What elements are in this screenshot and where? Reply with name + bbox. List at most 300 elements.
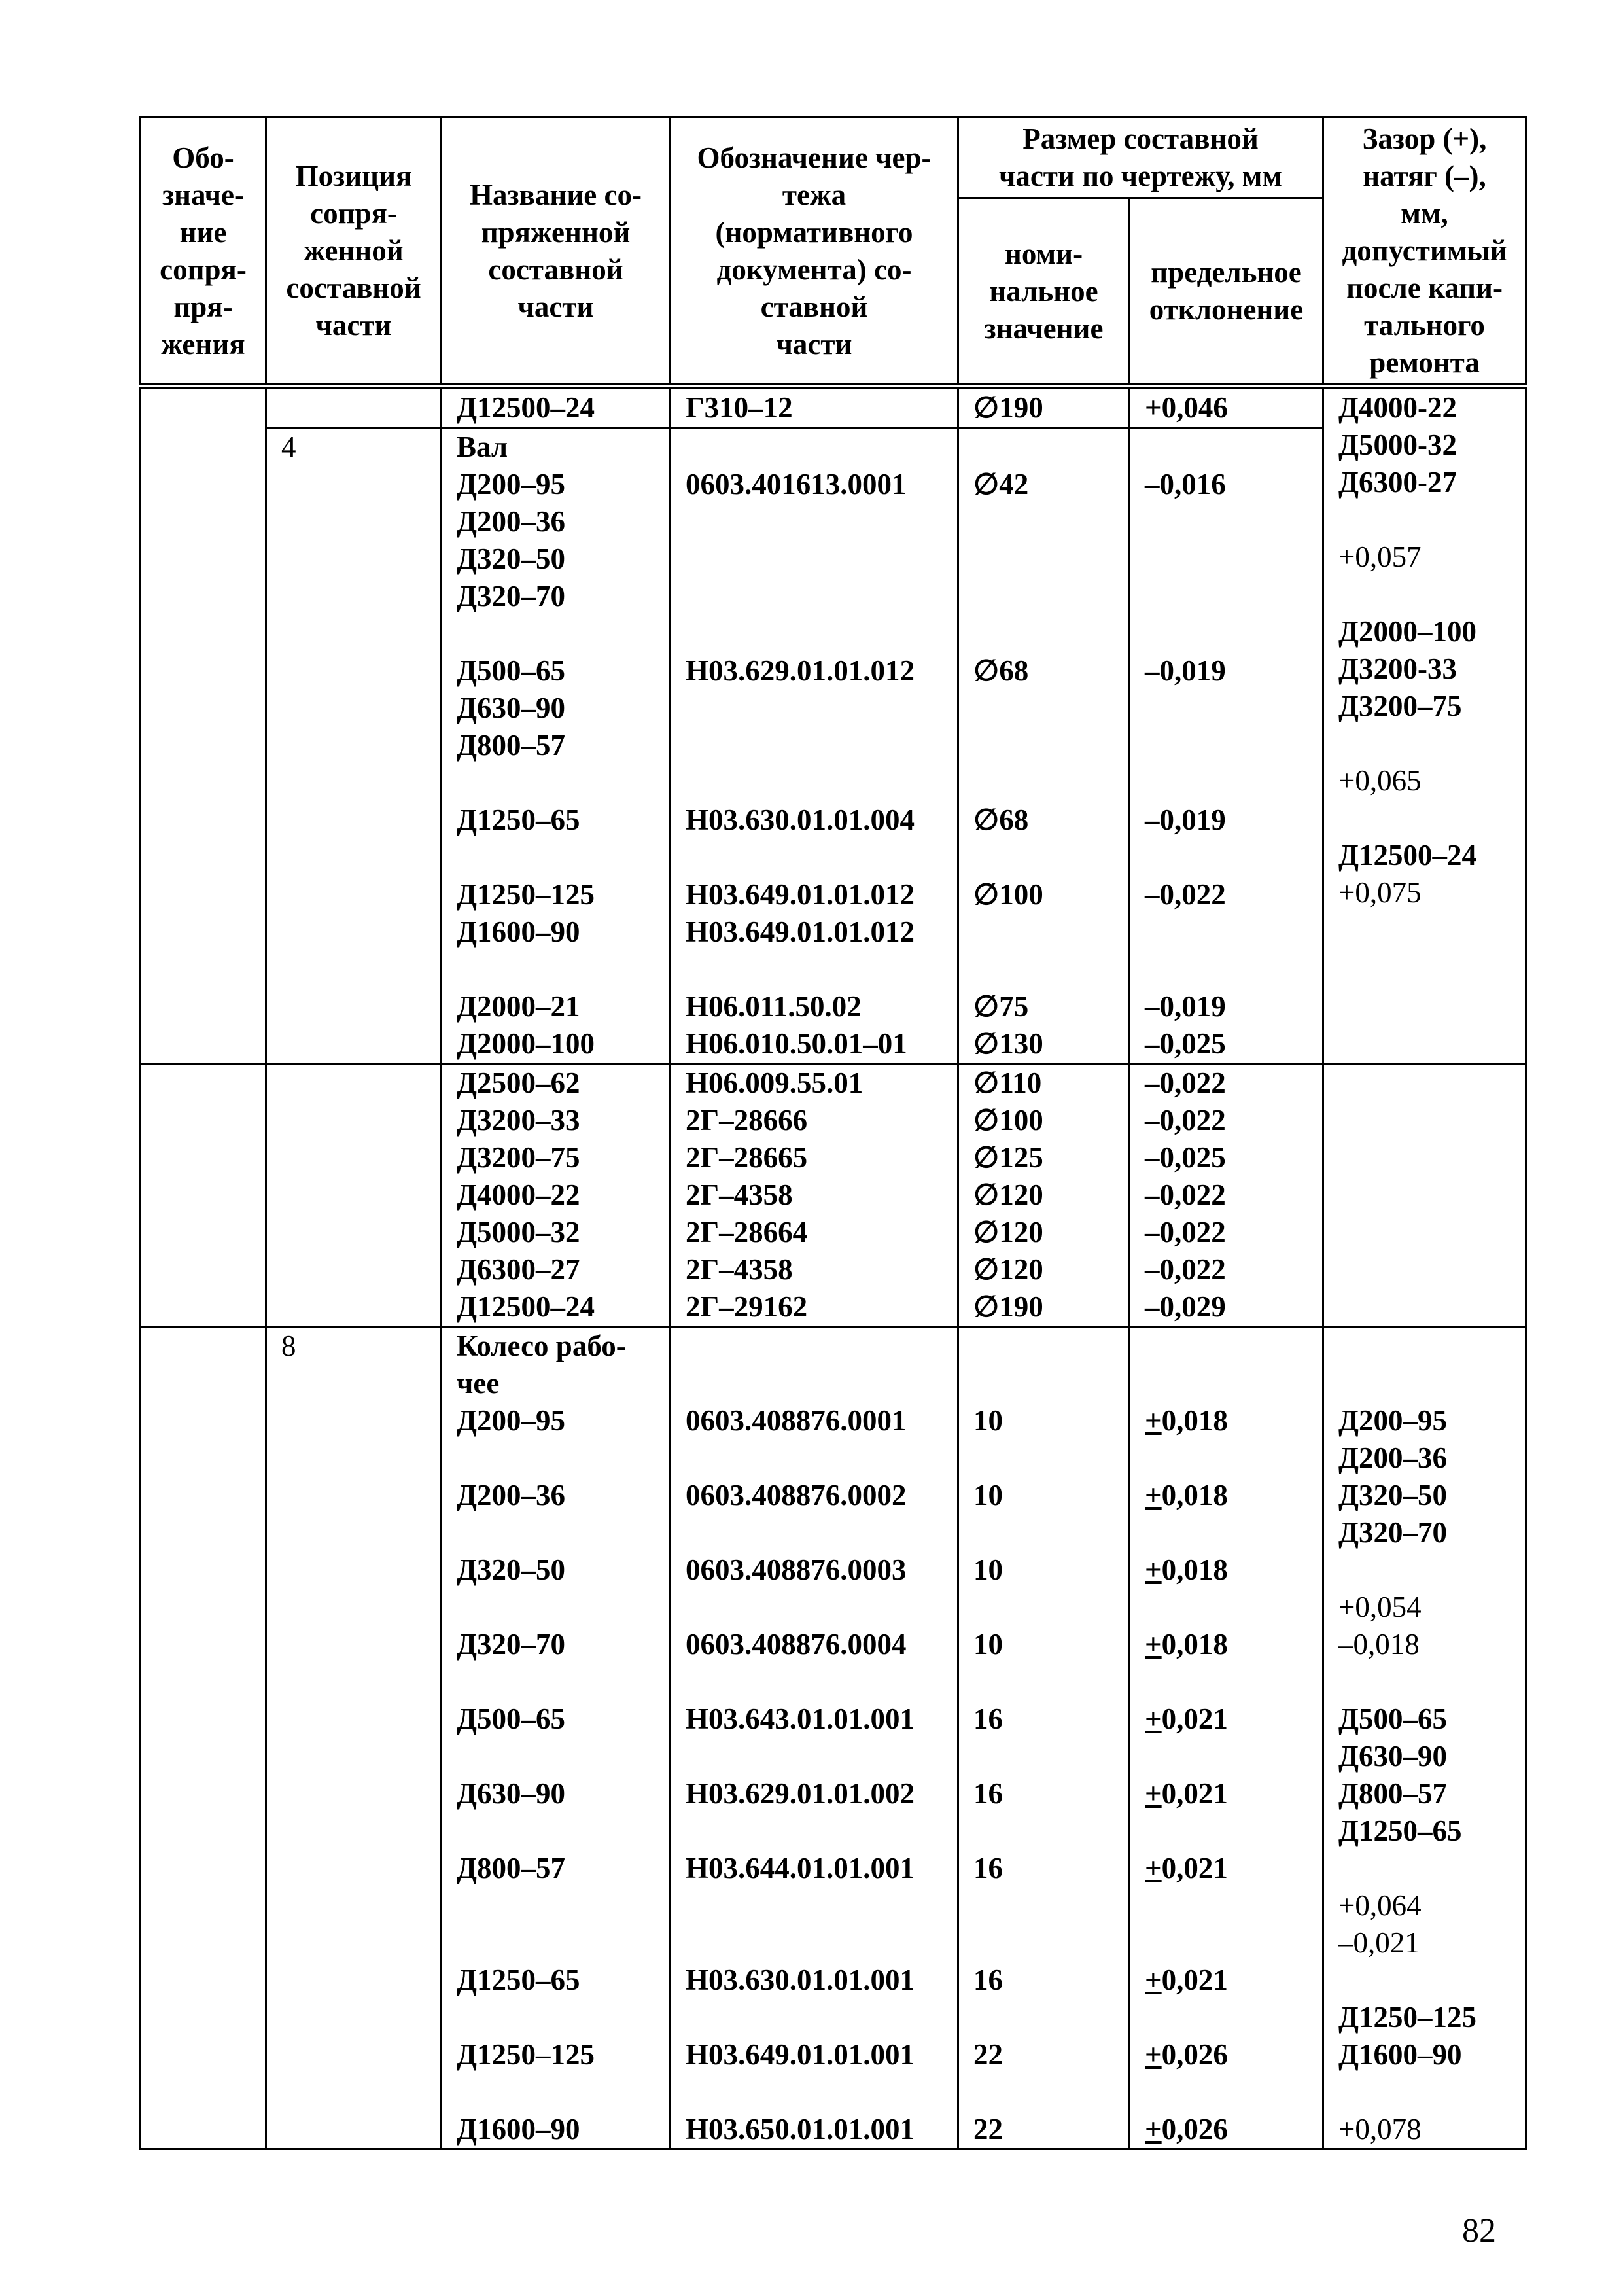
cell-line: Д2000–100 — [457, 1027, 595, 1060]
cell-line: +0,021 — [1145, 1777, 1228, 1810]
cell-line: Д320–50 — [457, 542, 565, 575]
cell-line: номи- — [1004, 237, 1083, 270]
cell-line: 10 — [973, 1479, 1003, 1511]
cell-line: 2Г–29162 — [686, 1290, 808, 1323]
cell-line: Обозначение чер- — [697, 141, 932, 174]
cell-line — [1338, 1551, 1525, 1589]
cell-line — [686, 1663, 957, 1701]
cell-line: Д200–95 — [1338, 1404, 1447, 1437]
cell-line: +0,064 — [1338, 1889, 1422, 1922]
cell-line: +0,026 — [1145, 2038, 1228, 2071]
cell-line: Д3200–75 — [457, 1141, 580, 1174]
cell-line: Д1600–90 — [457, 915, 580, 948]
cell-line: –0,022 — [1145, 1216, 1226, 1248]
cell-line: Д800–57 — [457, 1852, 565, 1884]
cell-line: ∅68 — [973, 654, 1029, 687]
cell-position — [266, 1327, 442, 2149]
cell-line — [686, 1589, 957, 1626]
cell-line — [686, 1924, 957, 1962]
cell-line: 0603.408876.0003 — [686, 1553, 907, 1586]
cell-line — [1338, 1850, 1525, 1887]
cell-line: 16 — [973, 1964, 1003, 1996]
cell-line — [973, 1328, 1128, 1365]
cell-deviation — [1130, 428, 1323, 1064]
cell-nominal — [958, 428, 1130, 1064]
header-position — [266, 118, 442, 387]
cell-line: +0,078 — [1338, 2113, 1422, 2146]
cell-line: (нормативного — [715, 215, 913, 249]
cell-line — [973, 1924, 1128, 1962]
cell-line: Д320–70 — [457, 580, 565, 612]
cell-line — [457, 1589, 669, 1626]
cell-line — [1338, 949, 1525, 986]
cell-line: ∅68 — [973, 804, 1029, 836]
cell-nominal — [958, 387, 1130, 428]
header-clearance — [1323, 118, 1526, 387]
cell-line — [457, 1439, 669, 1477]
cell-line: Д2000–21 — [457, 990, 580, 1023]
cell-line: Д4000–22 — [457, 1178, 580, 1211]
cell-line: Д6300-27 — [1338, 466, 1457, 499]
cell-line: составной — [286, 272, 421, 304]
cell-line — [457, 1887, 669, 1924]
cell-line: 0603.401613.0001 — [686, 468, 907, 501]
cell-line — [973, 578, 1128, 615]
cell-line: Д1250–125 — [457, 2038, 595, 2071]
cell-line: сопря- — [310, 197, 397, 230]
cell-line: ∅120 — [973, 1216, 1043, 1248]
cell-line — [1145, 1439, 1322, 1477]
cell-line: Д800–57 — [1338, 1777, 1447, 1810]
table-row — [141, 1327, 1526, 2149]
cell-line: +0,054 — [1338, 1591, 1422, 1623]
cell-line — [457, 1924, 669, 1962]
cell-line — [1145, 503, 1322, 540]
cell-line: –0,029 — [1145, 1290, 1226, 1323]
cell-line: тежа — [782, 178, 846, 211]
cell-line: +0,018 — [1145, 1404, 1228, 1437]
cell-line — [1145, 690, 1322, 727]
cell-line: Д630–90 — [457, 692, 565, 724]
cell-line: Н03.630.01.01.004 — [686, 804, 915, 836]
cell-line — [973, 615, 1128, 652]
cell-line — [1338, 1663, 1525, 1701]
cell-line: Колесо рабо- — [457, 1330, 626, 1362]
header-part-name — [442, 118, 671, 387]
cell-line: Название со- — [470, 178, 642, 211]
conjugation-table — [139, 116, 1527, 2150]
cell-line: Н03.643.01.01.001 — [686, 1703, 915, 1735]
cell-clearance — [1323, 1327, 1526, 2149]
cell-line: Д320–70 — [1338, 1516, 1447, 1549]
cell-line — [686, 1365, 957, 1402]
cell-line: Д3200–33 — [457, 1104, 580, 1137]
cell-line: Д630–90 — [457, 1777, 565, 1810]
cell-line: Д200–95 — [457, 1404, 565, 1437]
cell-line — [1338, 1962, 1525, 1999]
cell-line — [686, 1514, 957, 1551]
cell-deviation — [1130, 1064, 1323, 1327]
cell-line: допустимый — [1342, 234, 1507, 267]
cell-line — [1145, 1887, 1322, 1924]
cell-line — [1338, 1328, 1525, 1365]
cell-line: 0603.408876.0002 — [686, 1479, 907, 1511]
header-deviation — [1130, 198, 1323, 387]
cell-line: 22 — [973, 2113, 1003, 2146]
cell-line: +0,065 — [1338, 764, 1422, 797]
cell-line — [1145, 1738, 1322, 1775]
cell-line: –0,022 — [1145, 1178, 1226, 1211]
cell-line: нальное — [989, 274, 1098, 308]
cell-line: 8 — [281, 1330, 296, 1362]
cell-line: ∅100 — [973, 878, 1043, 911]
cell-line — [1145, 951, 1322, 988]
cell-line: Д3200–75 — [1338, 690, 1462, 722]
cell-line — [686, 1439, 957, 1477]
cell-line: пря- — [173, 290, 233, 323]
cell-line — [686, 2074, 957, 2111]
cell-line: Д1600–90 — [457, 2113, 580, 2146]
cell-line: ∅125 — [973, 1141, 1043, 1174]
cell-line: 2Г–28666 — [686, 1104, 808, 1137]
cell-line — [686, 764, 957, 802]
cell-line: Д200–36 — [457, 505, 565, 538]
cell-line — [973, 839, 1128, 876]
cell-line: Д2000–100 — [1338, 615, 1476, 648]
cell-line — [1145, 429, 1322, 466]
cell-line: +0,021 — [1145, 1964, 1228, 1996]
cell-line — [1338, 576, 1525, 613]
cell-line: части — [776, 327, 852, 361]
cell-line — [686, 1812, 957, 1850]
cell-line — [973, 1812, 1128, 1850]
cell-nominal — [958, 1064, 1130, 1327]
cell-part-name — [442, 1064, 671, 1327]
cell-line: Д630–90 — [1338, 1740, 1447, 1773]
cell-line — [686, 1887, 957, 1924]
cell-line: Д12500–24 — [1338, 839, 1476, 872]
cell-line: Н06.009.55.01 — [686, 1067, 864, 1099]
cell-line: Н06.010.50.01–01 — [686, 1027, 907, 1060]
cell-line: документа) со- — [716, 253, 912, 286]
cell-line: Д1250–65 — [1338, 1814, 1462, 1847]
cell-line: ставной — [760, 290, 868, 323]
cell-designation — [141, 1327, 266, 2149]
cell-line — [973, 1663, 1128, 1701]
cell-line: Н03.644.01.01.001 — [686, 1852, 915, 1884]
cell-line: Д320–70 — [457, 1628, 565, 1661]
cell-line: 10 — [973, 1628, 1003, 1661]
cell-nominal — [958, 1327, 1130, 2149]
cell-line: Д4000-22 — [1338, 391, 1457, 424]
cell-line: 2Г–28665 — [686, 1141, 808, 1174]
cell-line — [457, 1999, 669, 2036]
cell-line: +0,018 — [1145, 1479, 1228, 1511]
cell-drawing-number — [671, 1327, 958, 2149]
cell-line — [1145, 2074, 1322, 2111]
cell-line — [973, 540, 1128, 578]
cell-line: ∅42 — [973, 468, 1029, 501]
cell-line: ∅190 — [973, 1290, 1043, 1323]
cell-line: Д1250–65 — [457, 804, 580, 836]
cell-line: –0,022 — [1145, 1104, 1226, 1137]
cell-line: Вал — [457, 431, 508, 463]
cell-designation — [141, 1064, 266, 1327]
cell-line: –0,021 — [1338, 1926, 1420, 1959]
cell-line: Д320–50 — [1338, 1479, 1447, 1511]
cell-line — [1145, 540, 1322, 578]
cell-line: 10 — [973, 1553, 1003, 1586]
cell-line: Д500–65 — [1338, 1703, 1447, 1735]
header-nominal — [958, 198, 1130, 387]
cell-line — [973, 690, 1128, 727]
cell-line: предельное — [1151, 256, 1302, 289]
cell-line: +0,026 — [1145, 2113, 1228, 2146]
cell-line — [1338, 986, 1525, 1023]
cell-line: –0,019 — [1145, 990, 1226, 1023]
cell-part-name — [442, 1327, 671, 2149]
cell-line — [281, 389, 440, 427]
cell-drawing-number — [671, 1064, 958, 1327]
cell-line: Д200–36 — [457, 1479, 565, 1511]
cell-line — [1145, 1589, 1322, 1626]
cell-line: 2Г–4358 — [686, 1178, 793, 1211]
cell-designation — [141, 387, 266, 1064]
cell-line: –0,016 — [1145, 468, 1226, 501]
cell-clearance — [1323, 1064, 1526, 1327]
cell-line: Н03.649.01.01.012 — [686, 878, 915, 911]
cell-line: ∅120 — [973, 1178, 1043, 1211]
cell-line — [1338, 725, 1525, 762]
cell-drawing-number — [671, 428, 958, 1064]
cell-line: 16 — [973, 1703, 1003, 1735]
cell-line: сопря- — [160, 253, 247, 286]
cell-line — [1338, 800, 1525, 837]
cell-line — [1145, 1514, 1322, 1551]
cell-deviation — [1130, 387, 1323, 428]
cell-position — [266, 387, 442, 428]
cell-line: +0,057 — [1338, 540, 1422, 573]
cell-line: +0,018 — [1145, 1628, 1228, 1661]
cell-line — [973, 1439, 1128, 1477]
cell-line — [973, 1589, 1128, 1626]
cell-line — [686, 578, 957, 615]
cell-line: –0,019 — [1145, 654, 1226, 687]
cell-line: –0,022 — [1145, 1067, 1226, 1099]
cell-line: 0603.408876.0001 — [686, 1404, 907, 1437]
cell-line: 2Г–28664 — [686, 1216, 808, 1248]
cell-line: Д200–36 — [1338, 1441, 1447, 1474]
cell-line: части — [517, 290, 594, 323]
cell-line: Н03.650.01.01.001 — [686, 2113, 915, 2146]
cell-line: –0,022 — [1145, 878, 1226, 911]
cell-line: жения — [161, 327, 245, 361]
cell-line — [457, 1738, 669, 1775]
cell-line: Д2500–62 — [457, 1067, 580, 1099]
cell-line: Д320–50 — [457, 1553, 565, 1586]
cell-line: –0,018 — [1338, 1628, 1420, 1661]
cell-line — [1145, 839, 1322, 876]
cell-line — [1338, 2074, 1525, 2111]
cell-line — [457, 839, 669, 876]
cell-line — [457, 615, 669, 652]
cell-line — [457, 1663, 669, 1701]
cell-line — [457, 951, 669, 988]
cell-line — [1145, 1328, 1322, 1365]
cell-line: ∅130 — [973, 1027, 1043, 1060]
cell-line — [1338, 911, 1525, 949]
cell-line — [457, 2074, 669, 2111]
cell-line: Позиция — [295, 160, 412, 192]
cell-line — [457, 1514, 669, 1551]
table-row — [141, 387, 1526, 428]
cell-line — [457, 1812, 669, 1850]
cell-line: Обо- — [172, 141, 234, 174]
cell-line: Д1250–125 — [457, 878, 595, 911]
cell-line: ∅120 — [973, 1253, 1043, 1286]
cell-line: Д500–65 — [457, 1703, 565, 1735]
cell-line: 2Г–4358 — [686, 1253, 793, 1286]
cell-line: Н06.011.50.02 — [686, 990, 862, 1023]
cell-line: 4 — [281, 431, 296, 463]
cell-line: –0,025 — [1145, 1141, 1226, 1174]
cell-line: части по чертежу, мм — [998, 160, 1283, 192]
cell-line: Н03.649.01.01.001 — [686, 2038, 915, 2071]
cell-line: ние — [179, 215, 227, 249]
cell-line — [686, 1738, 957, 1775]
cell-line: Д6300–27 — [457, 1253, 580, 1286]
cell-line — [686, 503, 957, 540]
cell-line: Размер составной — [1022, 122, 1259, 155]
cell-line: Д200–95 — [457, 468, 565, 501]
cell-line — [686, 839, 957, 876]
cell-line: отклонение — [1149, 293, 1304, 326]
cell-line — [973, 503, 1128, 540]
cell-line: +0,075 — [1338, 876, 1422, 909]
cell-line — [1145, 1812, 1322, 1850]
cell-line: –0,022 — [1145, 1253, 1226, 1286]
cell-line — [686, 690, 957, 727]
table-header — [141, 118, 1526, 387]
cell-line — [973, 951, 1128, 988]
cell-line: Д5000-32 — [1338, 429, 1457, 461]
cell-line: Д12500–24 — [457, 391, 595, 424]
cell-line: Д1600–90 — [1338, 2038, 1462, 2071]
cell-line: 10 — [973, 1404, 1003, 1437]
cell-line: 16 — [973, 1852, 1003, 1884]
cell-line: +0,046 — [1145, 391, 1228, 424]
cell-line — [1145, 1663, 1322, 1701]
cell-line: ∅190 — [973, 391, 1043, 424]
cell-line — [686, 727, 957, 764]
cell-line: части — [315, 309, 392, 342]
cell-line — [973, 727, 1128, 764]
cell-line: тального — [1364, 309, 1485, 342]
cell-line: Зазор (+), — [1362, 122, 1487, 155]
cell-position — [266, 428, 442, 1064]
cell-line: Д5000–32 — [457, 1216, 580, 1248]
cell-line: Н03.649.01.01.012 — [686, 915, 915, 948]
cell-line — [973, 2074, 1128, 2111]
cell-line: мм, — [1401, 197, 1448, 230]
cell-line: –0,019 — [1145, 804, 1226, 836]
cell-line: +0,018 — [1145, 1553, 1228, 1586]
cell-line: Д1250–125 — [1338, 2001, 1476, 2034]
cell-line — [1145, 615, 1322, 652]
cell-line: пряженной — [481, 215, 631, 249]
cell-line: натяг (–), — [1363, 160, 1486, 192]
cell-line: Н03.630.01.01.001 — [686, 1964, 915, 1996]
cell-line — [1145, 1365, 1322, 1402]
cell-line — [1145, 578, 1322, 615]
cell-line — [1338, 501, 1525, 539]
header-designation — [141, 118, 266, 387]
cell-line — [973, 764, 1128, 802]
cell-line: значе- — [162, 178, 245, 211]
cell-line — [1145, 764, 1322, 802]
cell-line — [281, 1065, 440, 1102]
cell-line — [1145, 1924, 1322, 1962]
cell-line: 22 — [973, 2038, 1003, 2071]
cell-line — [686, 540, 957, 578]
cell-line — [973, 1887, 1128, 1924]
cell-position — [266, 1064, 442, 1327]
cell-line: ремонта — [1369, 346, 1480, 379]
cell-line: Н03.629.01.01.012 — [686, 654, 915, 687]
page-number: 82 — [1462, 2212, 1496, 2250]
cell-line: –0,025 — [1145, 1027, 1226, 1060]
cell-line: чее — [457, 1367, 500, 1400]
cell-line — [1145, 913, 1322, 951]
cell-line — [686, 1328, 957, 1365]
cell-deviation — [1130, 1327, 1323, 2149]
table-row — [141, 1064, 1526, 1327]
cell-line — [973, 1738, 1128, 1775]
cell-part-name — [442, 428, 671, 1064]
cell-line: 0603.408876.0004 — [686, 1628, 907, 1661]
cell-line: Д1250–65 — [457, 1964, 580, 1996]
cell-line: значение — [984, 311, 1104, 345]
cell-part-name — [442, 387, 671, 428]
cell-line — [686, 429, 957, 466]
cell-line — [686, 615, 957, 652]
cell-line — [686, 1999, 957, 2036]
cell-line: ∅100 — [973, 1104, 1043, 1137]
table-row — [141, 428, 1526, 1064]
cell-drawing-number — [671, 387, 958, 428]
cell-line: +0,021 — [1145, 1703, 1228, 1735]
cell-line: ∅110 — [973, 1067, 1042, 1099]
cell-line — [686, 951, 957, 988]
cell-line: после капи- — [1346, 272, 1503, 304]
cell-line — [973, 1365, 1128, 1402]
cell-line: составной — [488, 253, 623, 286]
cell-line — [973, 913, 1128, 951]
cell-line — [1338, 1023, 1525, 1061]
cell-line: Г310–12 — [686, 391, 793, 424]
cell-clearance — [1323, 387, 1526, 1064]
cell-line: женной — [304, 234, 404, 267]
cell-line — [973, 1999, 1128, 2036]
cell-line — [457, 764, 669, 802]
header-size — [958, 118, 1323, 198]
cell-line — [973, 429, 1128, 466]
cell-line — [1145, 727, 1322, 764]
cell-line: 16 — [973, 1777, 1003, 1810]
cell-line: Д800–57 — [457, 729, 565, 762]
cell-line — [973, 1514, 1128, 1551]
header-drawing-number — [671, 118, 958, 387]
